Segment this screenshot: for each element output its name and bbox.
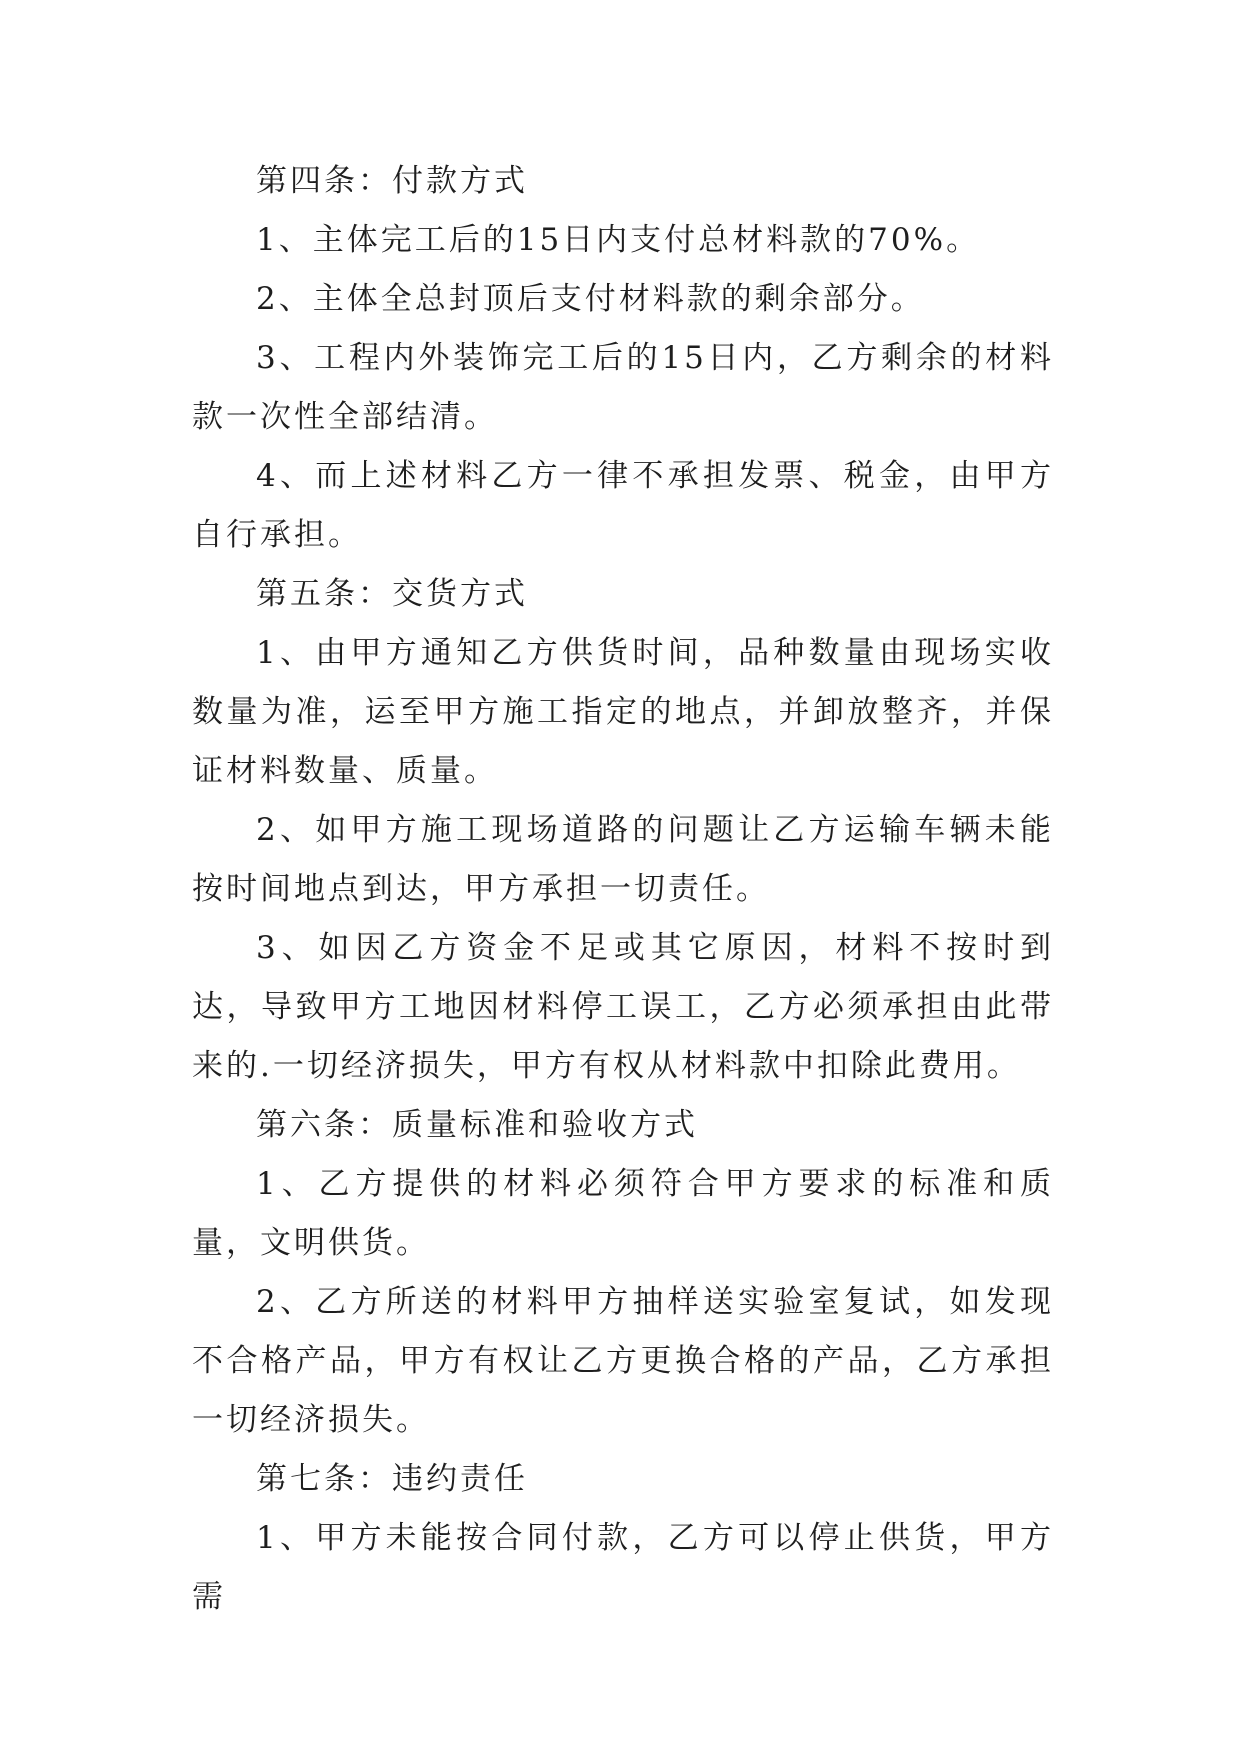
paragraph: 1、由甲方通知乙方供货时间，品种数量由现场实收数量为准，运至甲方施工指定的地点，并卸放整齐，并保证材料数量、质量。 (192, 635, 1054, 789)
paragraph: 3、工程内外装饰完工后的15日内，乙方剩余的材料款一次性全部结清。 (192, 340, 1054, 435)
paragraph: 3、如因乙方资金不足或其它原因，材料不按时到达，导致甲方工地因材料停工误工，乙方必须承担由此带来的.一切经济损失，甲方有权从材料款中扣除此费用。 (192, 930, 1054, 1084)
paragraph: 1、主体完工后的15日内支付总材料款的70%。 (256, 222, 981, 258)
paragraph: 1、乙方提供的材料必须符合甲方要求的标准和质量，文明供货。 (192, 1166, 1054, 1261)
section-heading-payment: 第四条：付款方式 (256, 163, 528, 199)
section-heading-quality: 第六条：质量标准和验收方式 (256, 1107, 698, 1143)
paragraph: 2、主体全总封顶后支付材料款的剩余部分。 (256, 281, 925, 317)
paragraph: 2、如甲方施工现场道路的问题让乙方运输车辆未能按时间地点到达，甲方承担一切责任。 (192, 812, 1054, 907)
document-body (192, 152, 1054, 1627)
section-heading-liability: 第七条：违约责任 (256, 1461, 528, 1497)
section-heading-delivery: 第五条：交货方式 (256, 576, 528, 612)
paragraph: 2、乙方所送的材料甲方抽样送实验室复试，如发现不合格产品，甲方有权让乙方更换合格的产品，乙方承担一切经济损失。 (192, 1284, 1054, 1438)
paragraph: 1、甲方未能按合同付款，乙方可以停止供货，甲方需 (192, 1520, 1054, 1615)
paragraph: 4、而上述材料乙方一律不承担发票、税金，由甲方自行承担。 (192, 458, 1054, 553)
